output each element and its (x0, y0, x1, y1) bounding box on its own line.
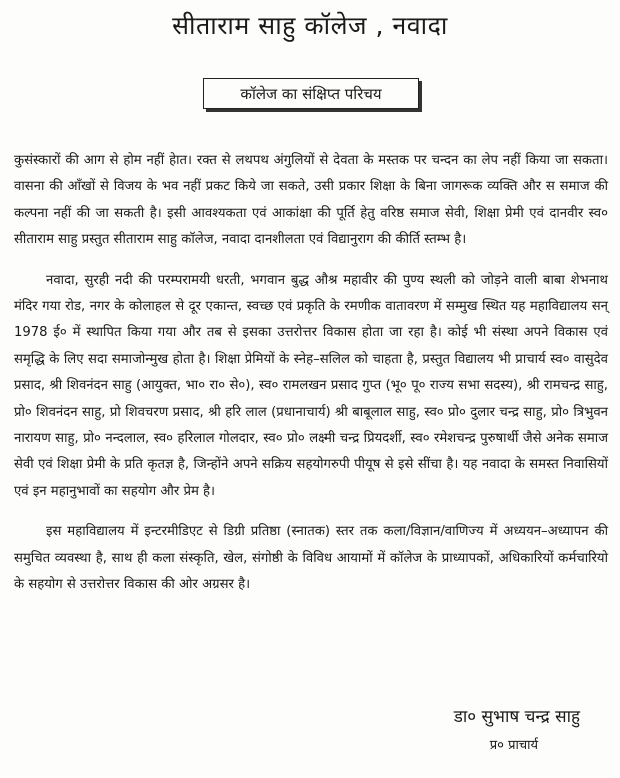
paragraph-courses: इस महाविद्यालय में इन्टरमीडिएट से डिग्री प्रतिष्ठा (स्नातक) स्तर तक कला/विज्ञान/वाणिज्य में अध्ययन–अध्यापन की समुचित व्यवस्था है, साथ ही कला संस्कृति, खेल, संगोष्ठी के विविध आयामों में कॉलेज के प्राध्यापकों, अधिकारियों कर्मचारियो के सहयोग से उत्तरोत्तर विकास की ओर अग्रसर है। (14, 524, 608, 593)
signatory-name: डा० सुभाष चन्द्र साहु (453, 707, 580, 727)
paragraph-intro: कुसंस्कारों की आग से होम नहीं हेात। रक्त से लथपथ अंगुलियों से देवता के मस्तक पर चन्दन का लेप नहीं किया जा सकता। वासना की आँखों से विजय के भव नहीं प्रकट किये जा सकते, उसी प्रकार शिक्षा के बिना जागरूक व्यक्ति और स समाज की कल्पना नहीं की जा सकती है। इसी आवश्यकता एवं आकांक्षा की पूर्ति हेतु वरिष्ठ समाज सेवी, शिक्षा प्रेमी एवं दानवीर स्व० सीताराम साहु प्रस्तुत सीताराम साहु कॉलेज, नवादा दानशीलता एवं विद्यानुराग की कीर्ति स्तम्भ है। (14, 153, 608, 248)
body-text (14, 148, 608, 599)
page-title: सीताराम साहु कॉलेज , नवादा (172, 11, 448, 40)
signatory-role: प्र० प्राचार्य (489, 738, 538, 753)
section-heading-box (203, 78, 419, 109)
paragraph-history: नवादा, सुरही नदी की परम्परामयी धरती, भगवान बुद्ध औश्र महावीर की पुण्य स्थली को जोड़ने वाली बाबा शेभनाथ मंदिर गया रोड, नगर के कोलाहल से दूर एकान्त, स्वच्छ एवं प्रकृति के रमणीक वातावरण में सम्मुख स्थित यह महाविद्यालय सन् 1978 ई० में स्थापित किया गया और तब से इसका उत्तरोत्तर विकास होता जा रहा है। कोई भी संस्था अपने विकास एवं समृद्धि के लिए सदा समाजोन्मुख होता है। शिक्षा प्रेमियों के स्नेह–सलिल को चाहता है, प्रस्तुत विद्यालय भी प्राचार्य स्व० वासुदेव प्रसाद, श्री शिवनंदन साहु (आयुक्त, भा० रा० से०), स्व० रामलखन प्रसाद गुप्त (भू० पू० राज्य सभा सदस्य), श्री रामचन्द्र साहु, प्रो० शिवनंदन साहु, प्रो शिवचरण प्रसाद, श्री हरि लाल (प्रधानाचार्य) श्री बाबूलाल साहु, स्व० प्रो० दुलार चन्द्र साहु, प्रो० त्रिभुवन नारायण साहु, प्रो० नन्दलाल, स्व० हरिलाल गोलदार, स्व० प्रो० लक्ष्मी चन्द्र प्रियदर्शी, स्व० रमेशचन्द्र पुरुषार्थी जैसे अनेक समाज सेवी एवं शिक्षा प्रेमी के प्रति कृतज्ञ है, जिन्होंने अपने सक्रिय सहयोगरुपी पीयूष से इसे सींचा है। यह नवादा के समस्त निवासियों एवं इन महानुभावों का सहयोग और प्रेम है। (14, 272, 608, 499)
section-heading: कॉलेज का संक्षिप्त परिचय (240, 84, 382, 103)
signature-block (454, 704, 580, 753)
